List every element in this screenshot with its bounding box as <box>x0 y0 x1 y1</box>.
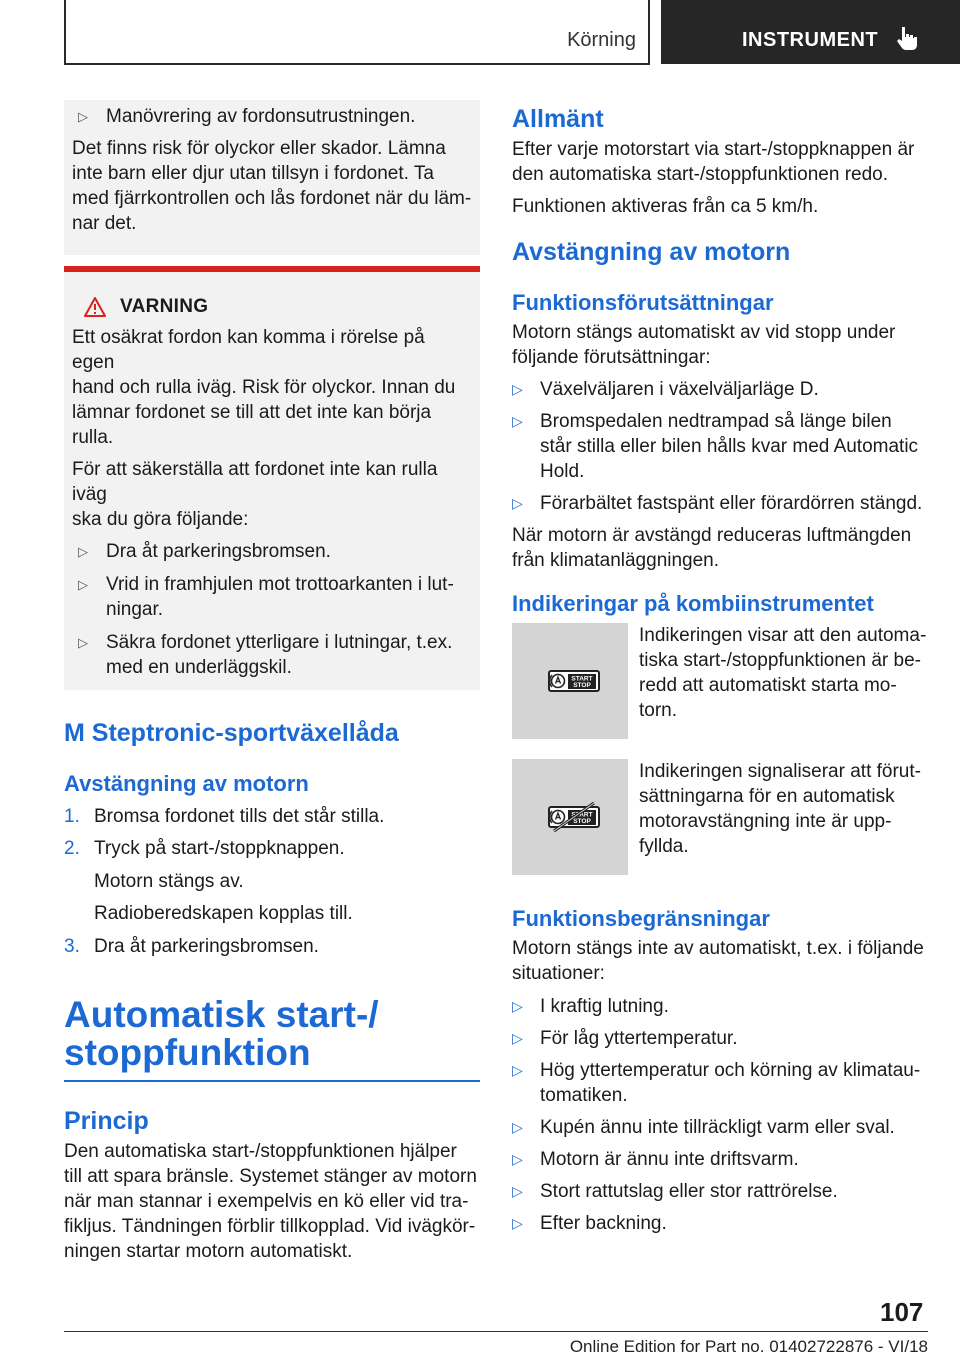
triangle-bullet-icon: ▷ <box>512 1183 523 1199</box>
warning-label: VARNING <box>120 296 209 317</box>
indicator-description <box>628 623 926 739</box>
list-item <box>72 539 472 564</box>
bullet-text: Stort rattutslag eller stor rattrörelse. <box>540 1181 838 1202</box>
list-item <box>512 1147 928 1172</box>
text-line: sättningarna för en automatisk <box>639 786 895 807</box>
paragraph: Funktionen aktiveras från ca 5 km/h. <box>512 196 819 217</box>
bullet-text: Motorn är ännu inte driftsvarm. <box>540 1149 799 1170</box>
section-heading: Allmänt <box>512 105 604 133</box>
text-line: ska du göra följande: <box>72 509 249 530</box>
step-number: 2. <box>64 838 80 859</box>
bullet-text: med en underläggskil. <box>106 657 292 678</box>
indicator-row <box>512 623 928 739</box>
left-column <box>64 100 480 1264</box>
header-border-bottom <box>64 63 650 65</box>
info-box <box>64 100 480 255</box>
triangle-bullet-icon: ▷ <box>78 109 88 124</box>
text-line: fyllda. <box>639 836 689 857</box>
triangle-bullet-icon: ▷ <box>78 577 88 592</box>
subsection-heading: Avstängning av motorn <box>64 771 309 796</box>
text-line: den automatiska start-/stoppfunktionen redo. <box>512 164 889 185</box>
bullet-text: Växelväljaren i växelväljarläge D. <box>540 379 819 400</box>
right-column <box>512 100 928 1236</box>
text-line: följande förutsättningar: <box>512 347 711 368</box>
warning-title <box>72 294 472 319</box>
heading-line: Automatisk start-/ <box>64 994 379 1035</box>
list-item <box>512 994 928 1019</box>
edition-note: Online Edition for Part no. 01402722876 - VI/18 <box>569 1337 928 1356</box>
page-number: 107 <box>880 1297 924 1327</box>
start-stop-ready-image <box>512 623 628 739</box>
list-item <box>72 104 472 129</box>
triangle-bullet-icon: ▷ <box>78 544 88 559</box>
text-line: Motorn stängs automatiskt av vid stopp under <box>512 322 896 343</box>
indicator-description <box>628 759 921 875</box>
warning-paragraph <box>72 457 472 532</box>
list-item <box>512 409 928 484</box>
text-line: hand och rulla iväg. Risk för olyckor. Innan du <box>72 377 456 398</box>
text-line: torn. <box>639 700 678 721</box>
list-item <box>512 1058 928 1108</box>
triangle-bullet-icon: ▷ <box>512 1062 523 1078</box>
bullet-text: Efter backning. <box>540 1213 667 1234</box>
triangle-bullet-icon: ▷ <box>78 635 88 650</box>
step-note: Motorn stängs av. <box>94 871 244 892</box>
bullet-text: I kraftig lutning. <box>540 996 669 1017</box>
step-note: Radioberedskapen kopplas till. <box>94 903 353 924</box>
text-line: tiska start-/stoppfunktionen är be- <box>639 650 921 671</box>
chapter-heading <box>64 996 480 1072</box>
list-item <box>512 1026 928 1051</box>
text-line: För att säkerställa att fordonet inte kan rulla iväg <box>72 459 438 505</box>
icon-label-bottom: STOP <box>573 818 591 825</box>
text-line: inte barn eller djur utan tillsyn i fordonet. Ta <box>72 163 434 184</box>
bullet-text: Bromspedalen nedtrampad så länge bilen <box>540 411 892 432</box>
triangle-bullet-icon: ▷ <box>512 1151 523 1167</box>
paragraph <box>512 523 928 573</box>
list-item <box>72 572 472 622</box>
bullet-text: Kupén ännu inte tillräckligt varm eller sval. <box>540 1117 895 1138</box>
step-number: 1. <box>64 806 80 827</box>
list-item <box>512 491 928 516</box>
triangle-bullet-icon: ▷ <box>512 413 523 429</box>
header-border-left <box>64 0 66 64</box>
hand-pointer-icon <box>893 24 921 52</box>
heading-rule <box>64 1080 480 1082</box>
text-line: Indikeringen visar att den automa- <box>639 625 927 646</box>
bullet-text: Säkra fordonet ytterligare i lutningar, t.ex. <box>106 632 453 653</box>
text-line: nar det. <box>72 213 137 234</box>
text-line: lämnar fordonet se till att det inte kan börja <box>72 402 432 423</box>
indicator-row <box>512 759 928 875</box>
text-line: Indikeringen signaliserar att förut- <box>639 761 921 782</box>
step-text: Tryck på start-/stoppknappen. <box>94 838 345 859</box>
bullet-text: Hög yttertemperatur och körning av klimatau- <box>540 1060 921 1081</box>
text-line: Den automatiska start-/stoppfunktionen hjälper <box>64 1141 457 1162</box>
header-section-title: Körning <box>567 29 636 51</box>
list-item <box>72 630 472 680</box>
list-item <box>64 934 480 959</box>
text-line: Motorn stängs inte av automatiskt, t.ex. i följande <box>512 938 924 959</box>
bullet-text: tomatiken. <box>540 1085 628 1106</box>
header-chapter-tab <box>661 0 960 64</box>
bullet-text: ningar. <box>106 599 164 620</box>
bullet-text: Manövrering av fordonsutrustningen. <box>106 106 416 127</box>
step-text: Dra åt parkeringsbromsen. <box>94 936 319 957</box>
subsection-heading: Funktionsförutsättningar <box>512 290 774 315</box>
text-line: Ett osäkrat fordon kan komma i rörelse på egen <box>72 327 425 373</box>
text-line: Det finns risk för olyckor eller skador. Lämna <box>72 138 446 159</box>
header-border-right <box>648 0 650 64</box>
list-item <box>512 1115 928 1140</box>
triangle-bullet-icon: ▷ <box>512 998 523 1014</box>
triangle-bullet-icon: ▷ <box>512 1030 523 1046</box>
section-heading: M Steptronic-sportväxellåda <box>64 719 399 747</box>
text-line: Efter varje motorstart via start-/stoppknappen är <box>512 139 915 160</box>
icon-label-bottom: STOP <box>573 682 591 689</box>
text-line: rulla. <box>72 427 114 448</box>
footer-rule <box>64 1331 928 1332</box>
paragraph <box>512 936 928 986</box>
bullet-text: Vrid in framhjulen mot trottoarkanten i lut- <box>106 574 454 595</box>
paragraph <box>512 320 928 370</box>
bullet-text: Förarbältet fastspänt eller förardörren stängd. <box>540 493 923 514</box>
paragraph <box>64 1139 480 1264</box>
triangle-bullet-icon: ▷ <box>512 1119 523 1135</box>
numbered-list <box>64 804 480 959</box>
warning-triangle-icon <box>84 297 106 317</box>
heading-line: stoppfunktion <box>64 1032 311 1073</box>
triangle-bullet-icon: ▷ <box>512 1215 523 1231</box>
step-text: Bromsa fordonet tills det står stilla. <box>94 806 385 827</box>
bullet-text: Dra åt parkeringsbromsen. <box>106 541 331 562</box>
text-line: När motorn är avstängd reduceras luftmängden <box>512 525 912 546</box>
text-line: motoravstängning inte är upp- <box>639 811 892 832</box>
text-line: ningen startar motorn automatiskt. <box>64 1241 353 1262</box>
icon-label-top: START <box>571 811 593 819</box>
subsection-heading: Princip <box>64 1107 149 1135</box>
warning-paragraph <box>72 325 472 450</box>
auto-start-stop-icon <box>512 623 628 739</box>
bullet-text: För låg yttertemperatur. <box>540 1028 738 1049</box>
text-line: fikljus. Tändningen förblir tillkopplad. Vid ivägkör- <box>64 1216 476 1237</box>
auto-start-stop-crossed-icon <box>512 759 628 875</box>
list-item <box>64 836 480 861</box>
bullet-text: står stilla eller bilen hålls kvar med Automatic <box>540 436 919 457</box>
text-line: med fjärrkontrollen och lås fordonet när du läm- <box>72 188 472 209</box>
section-heading: Avstängning av motorn <box>512 238 791 266</box>
triangle-bullet-icon: ▷ <box>512 495 523 511</box>
bullet-text: Hold. <box>540 461 585 482</box>
step-number: 3. <box>64 936 80 957</box>
text-line: redd att automatiskt starta mo- <box>639 675 897 696</box>
text-line: situationer: <box>512 963 605 984</box>
text-line: från klimatanläggningen. <box>512 550 720 571</box>
text-line: när man stannar i exempelvis en kö eller vid tra- <box>64 1191 469 1212</box>
list-item <box>64 804 480 829</box>
chapter-title: INSTRUMENT <box>742 29 879 51</box>
list-item <box>512 1211 928 1236</box>
subsection-heading: Funktionsbegränsningar <box>512 906 770 931</box>
info-box-text <box>72 136 472 236</box>
text-line: till att spara bränsle. Systemet stänger av motorn <box>64 1166 477 1187</box>
subsection-heading: Indikeringar på kombiinstrumentet <box>512 591 874 616</box>
triangle-bullet-icon: ▷ <box>512 381 523 397</box>
list-item <box>512 1179 928 1204</box>
start-stop-unavailable-image <box>512 759 628 875</box>
warning-box <box>64 272 480 690</box>
paragraph <box>512 137 928 187</box>
icon-label-top: START <box>571 675 593 683</box>
list-item <box>512 377 928 402</box>
